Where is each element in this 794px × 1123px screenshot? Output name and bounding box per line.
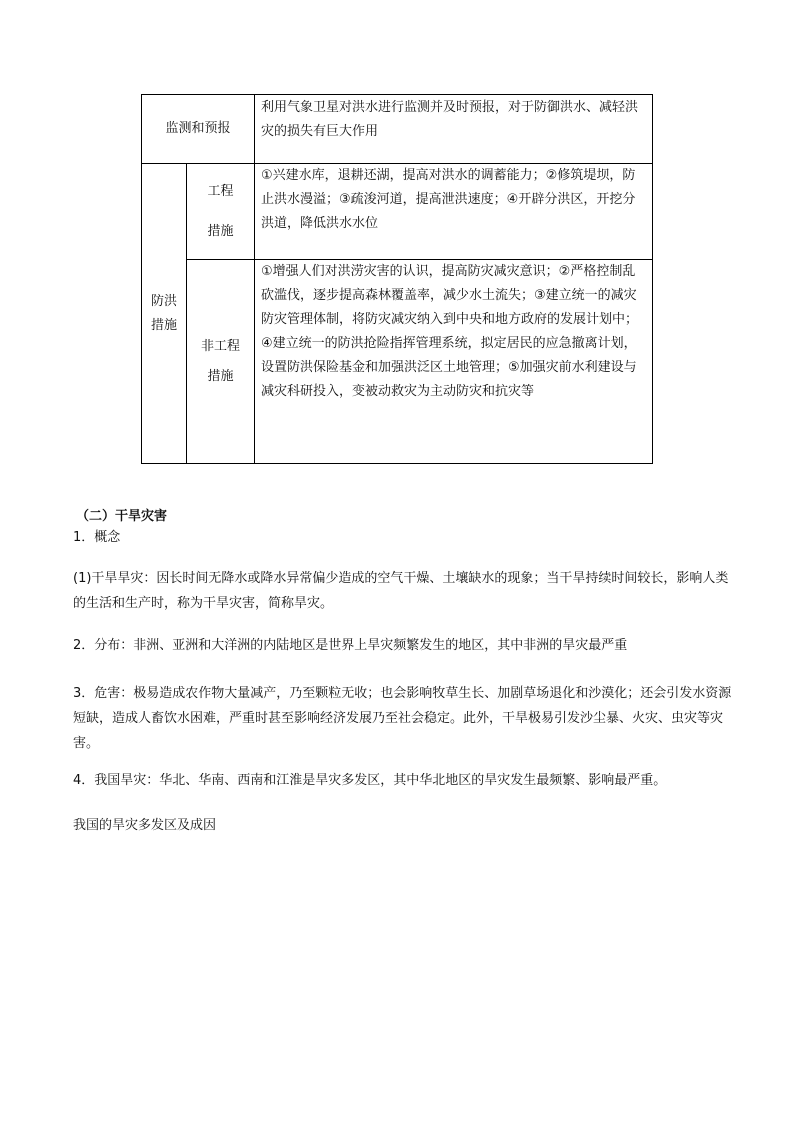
nonengineering-label-line2: 措施 [207, 368, 234, 384]
monitor-label-cell [142, 95, 255, 164]
china-drought-text: 4．我国旱灾：华北、华南、西南和江淮是旱灾多发区，其中华北地区的旱灾发生最频繁、影响最严重。 [73, 773, 667, 788]
drought-subheading: 我国的旱灾多发区及成因 [73, 818, 217, 833]
harm-text: 3．危害：极易造成农作物大量减产，乃至颗粒无收；也会影响牧草生长、加剧草场退化和沙漠化；还会引发水资源短缺，造成人畜饮水困难，严重时甚至影响经济发展乃至社会稳定。此外，干旱极易引发沙尘暴、火灾、虫灾等灾害。 [73, 686, 732, 751]
engineering-text-cell [255, 164, 653, 260]
nonengineering-text-cell [255, 260, 653, 464]
flood-measures-label-cell [142, 164, 187, 464]
distribution-text: 2．分布：非洲、亚洲和大洋洲的内陆地区是世界上旱灾频繁发生的地区，其中非洲的旱灾最严重 [73, 638, 628, 653]
monitor-text: 利用气象卫星对洪水进行监测并及时预报，对于防御洪水、减轻洪灾的损失有巨大作用 [261, 100, 639, 139]
engineering-label-line2: 措施 [207, 223, 234, 239]
nonengineering-label-cell [187, 260, 255, 464]
flood-control-table [141, 94, 653, 464]
nonengineering-label-line1: 非工程 [201, 338, 241, 354]
drought-section-title: （二）干旱灾害 [76, 509, 168, 524]
concept-heading: 1．概念 [73, 530, 121, 545]
engineering-label-line1: 工程 [207, 183, 234, 199]
flood-measures-label-line1: 防洪 [150, 293, 177, 309]
flood-measures-label-line2: 措施 [150, 317, 177, 333]
engineering-text: ①兴建水库，退耕还湖，提高对洪水的调蓄能力；②修筑堤坝，防止洪水漫溢；③疏浚河道，提高泄洪速度；④开辟分洪区，开挖分洪道，降低洪水水位 [261, 168, 636, 231]
engineering-label-cell [187, 164, 255, 260]
monitor-text-cell [255, 95, 653, 164]
concept-text: (1)干旱旱灾：因长时间无降水或降水异常偏少造成的空气干燥、土壤缺水的现象；当干旱持续时间较长，影响人类的生活和生产时，称为干旱灾害，简称旱灾。 [73, 571, 729, 611]
monitor-label: 监测和预报 [165, 121, 231, 136]
nonengineering-text: ①增强人们对洪涝灾害的认识，提高防灾减灾意识；②严格控制乱砍滥伐，逐步提高森林覆盖率，减少水土流失；③建立统一的减灾防灾管理体制，将防灾减灾纳入到中央和地方政府的发展计划中；④建立统一的防洪抢险指挥管理系统，拟定居民的应急撤离计划，设置防洪保险基金和加强洪泛区土地管理；⑤加强灾前水利建设与减灾科研投入，变被动救灾为主动防灾和抗灾等 [261, 264, 639, 399]
